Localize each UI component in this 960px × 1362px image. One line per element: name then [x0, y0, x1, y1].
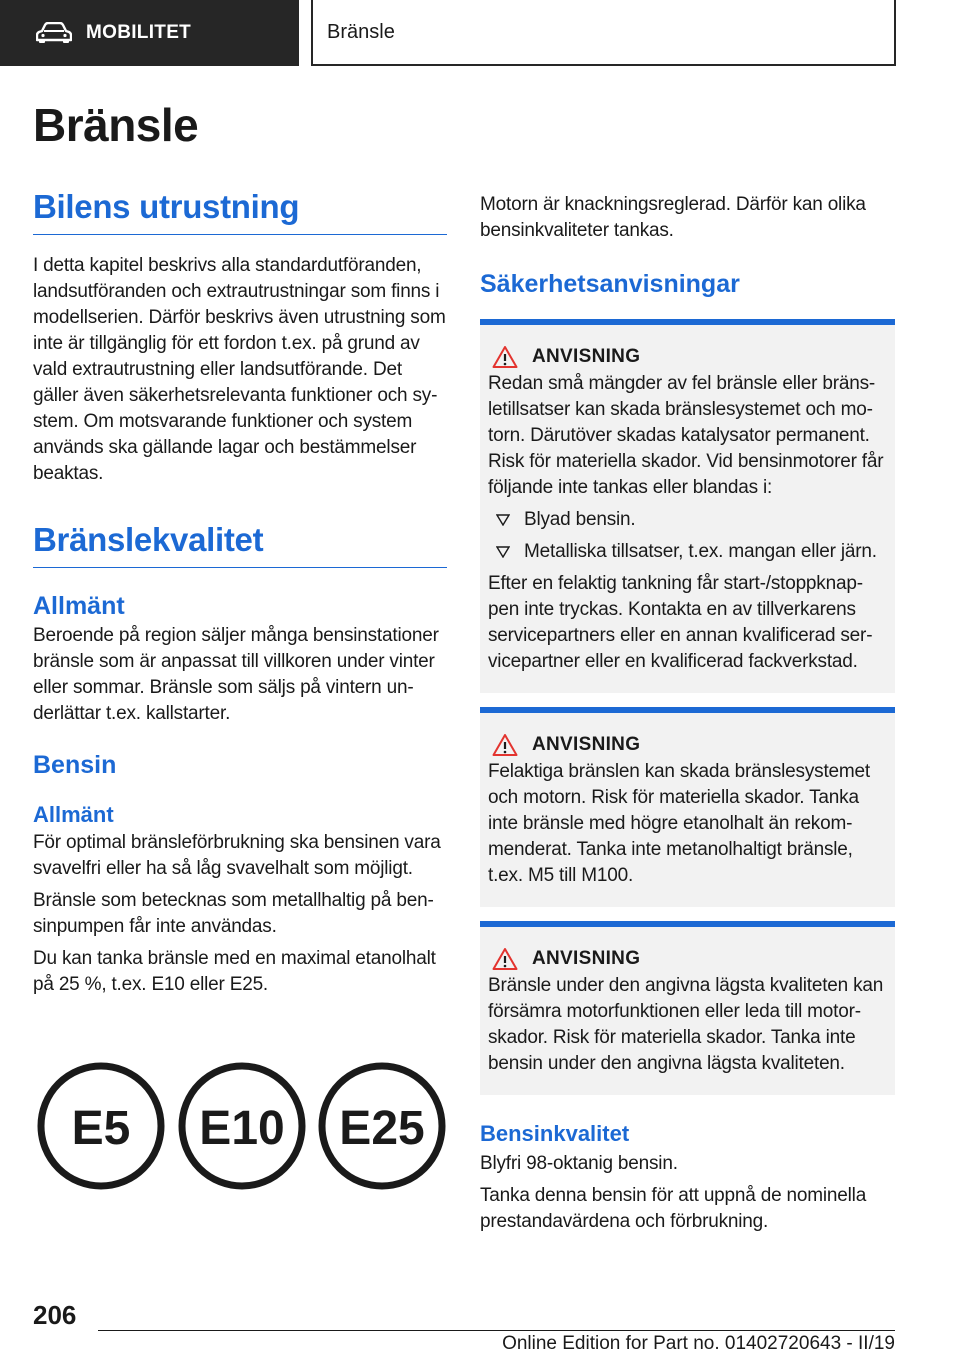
knock-text: Motorn är knackningsreglerad. Därför kan olika bensinkvaliteter tankas.: [480, 194, 866, 241]
notice-text: Felaktiga bränslen kan skada bränslesystemet och motorn. Risk för materiella skador. Tanka inte bränsle med högre etanolhalt än rekommenderat. Tanka inte metanolhaltigt bränsle, t.ex. M5 till M100.: [488, 761, 870, 886]
fuel-label-e10: [182, 1066, 302, 1186]
notice-text: Redan små mängder av fel bränsle eller bränsletillsatser kan skada bränslesystemet och motorn. Därutöver skadas katalysator permanent. Risk för materiella skador. Vid bensinmotorer får följande inte tankas eller blandas i:: [488, 373, 884, 498]
fuel-labels-image: [37, 1062, 447, 1190]
warning-triangle-icon: [492, 947, 518, 971]
edition-note: Online Edition for Part no. 01402720643 - II/19: [502, 1333, 895, 1354]
svg-text:E5: E5: [71, 1102, 131, 1155]
page-header: [0, 0, 960, 66]
section-tab: [0, 0, 299, 66]
quality-heading: Bränslekvalitet: [33, 521, 447, 568]
petrol-quality-text-1: Blyfri 98-oktanig bensin.: [480, 1153, 678, 1174]
petrol-general-heading: Allmänt: [33, 802, 114, 827]
svg-text:E25: E25: [339, 1102, 425, 1155]
notice-text-after: Efter en felaktig tankning får start-/stoppknappen inte tryckas. Kontakta en av tillverkarens servicepartners eller en annan kvalificerad servicepartner eller en kvalificerad fackverkstad.: [488, 573, 873, 672]
list-item: Blyad bensin.: [496, 507, 887, 533]
petrol-quality-heading: Bensinkvalitet: [480, 1121, 630, 1146]
safety-heading: Säkerhetsanvisningar: [480, 270, 740, 298]
fuel-label-e5: [41, 1066, 161, 1186]
car-icon: [36, 22, 72, 44]
footer-divider: [98, 1330, 895, 1331]
notice-box-3: [480, 921, 895, 1095]
page-number: 206: [33, 1300, 77, 1330]
petrol-heading: Bensin: [33, 751, 117, 779]
petrol-text-2: Bränsle som betecknas som metallhaltig på bensinpumpen får inte användas.: [33, 890, 434, 937]
section-label: MOBILITET: [86, 22, 192, 43]
notice-title: ANVISNING: [532, 346, 641, 367]
notice-box-1: [480, 319, 895, 693]
notice-text: Bränsle under den angivna lägsta kvaliteten kan försämra motorfunktionen eller leda till motorskador. Risk för materiella skador. Tanka inte bensin under den angivna lägsta kvaliteten.: [488, 975, 884, 1074]
topic-tab: [311, 0, 896, 66]
equipment-heading: Bilens utrustning: [33, 188, 447, 235]
right-column: [480, 192, 895, 1235]
left-column: [33, 188, 447, 998]
petrol-quality-text-2: Tanka denna bensin för att uppnå de nominella prestandavärdena och förbrukning.: [480, 1185, 867, 1232]
notice-title: ANVISNING: [532, 734, 641, 755]
topic-label: Bränsle: [327, 20, 395, 43]
notice-box-2: [480, 707, 895, 907]
general-text: Beroende på region säljer många bensinstationer bränsle som är anpassat till villkoren under vinter eller sommar. Bränsle som säljs på vintern underlättar t.ex. kallstarter.: [33, 625, 439, 724]
general-heading: Allmänt: [33, 592, 125, 620]
notice-title: ANVISNING: [532, 948, 641, 969]
equipment-text: I detta kapitel beskrivs alla standardutföranden, landsutföranden och extrautrustningar som finns i modellserien. Därför beskrivs även utrustning som inte är tillgänglig för ett fordon t.ex. på grund av vald extrautrustning eller landsutförande. Det gäller även säkerhetsrelevanta funktioner och system. Om motsvarande funktioner och system används ska gällande lagar och bestämmelser beaktas.: [33, 255, 446, 484]
petrol-text-1: För optimal bränsleförbrukning ska bensinen vara svavelfri eller ha så låg svavelhalt som möjligt.: [33, 832, 441, 879]
warning-triangle-icon: [492, 345, 518, 369]
petrol-text-3: Du kan tanka bränsle med en maximal etanolhalt på 25 %, t.ex. E10 eller E25.: [33, 948, 436, 995]
svg-text:E10: E10: [199, 1102, 285, 1155]
bullet-triangle-icon: [496, 514, 510, 526]
warning-triangle-icon: [492, 733, 518, 757]
page-title: Bränsle: [33, 99, 199, 151]
fuel-label-e25: [322, 1066, 442, 1186]
bullet-triangle-icon: [496, 546, 510, 558]
list-item: Metalliska tillsatser, t.ex. mangan eller järn.: [496, 539, 887, 565]
